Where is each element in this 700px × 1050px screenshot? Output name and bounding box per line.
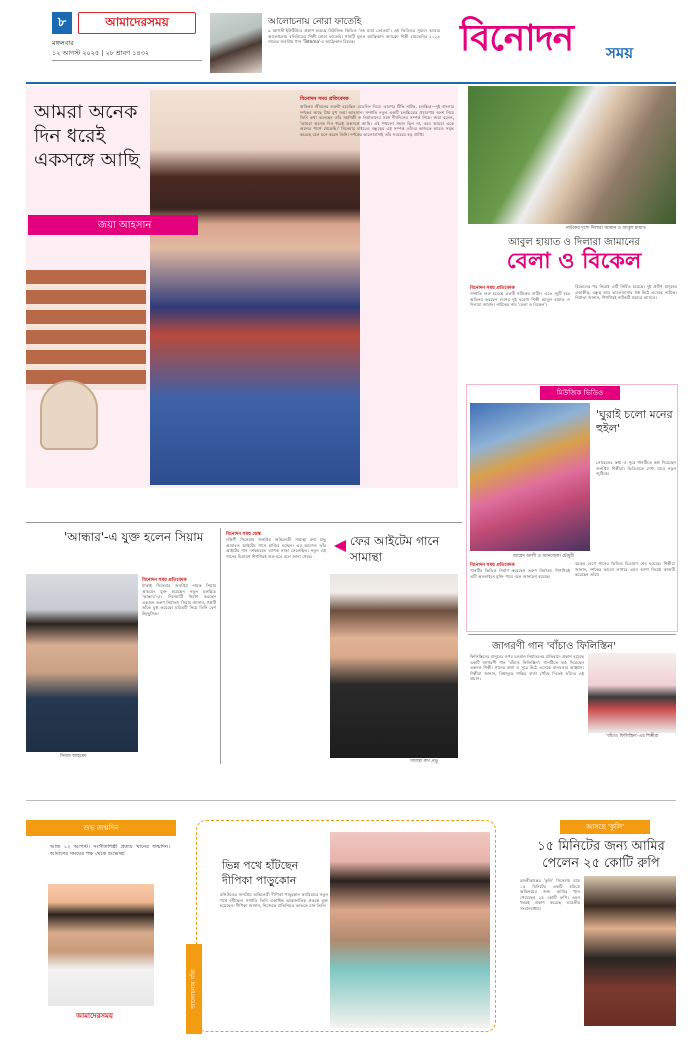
handbag-photo [40, 380, 98, 450]
jagorani-caption: 'বাঁচাও ফিলিস্তিন'-এর শিল্পীরা [606, 734, 659, 739]
deepika-title: ভিন্ন পথে হাঁটছেন দীপিকা পাড়ুকোন [222, 859, 299, 887]
teaser-title: আলোচনায় নোরা ফাতেহি [268, 17, 362, 27]
section-brand: বিনোদন [460, 17, 574, 59]
music-video-photo [470, 403, 590, 551]
aamir-label: আসছে 'কুলি' [560, 820, 650, 834]
aamir-photo [584, 876, 676, 1026]
bela-body-2: বিকেলের পর নিয়েই এটি নির্মিত হয়েছে। দুই প্রবীণ মানুষের একাকীত্ব, বন্ধুত্ব আর ভালোবাসার গল্প উঠে এসেছে নাটকে। নির্মাতা জানান, শিগগিরই নাটকটি প্রচারে আসবে। [575, 284, 677, 301]
samantha-byline: বিনোদন সময় ডেস্ক [226, 532, 261, 537]
bela-body-1: সম্প্রতি শুরু হয়েছে একটি নাটকের শুটিং। এতে জুটি হয়ে অভিনয় করছেন দেশের দুই বরেণ্য শিল্পী আবুল হায়াত ও দিলারা জামান। নাটকের নাম 'বেলা ও বিকেল'। [470, 291, 570, 308]
birthday-photo [48, 884, 154, 1006]
music-video-body-2: গানটির ভিডিও নির্মাণ করেছেন তরুণ নির্মাতা। শিগগিরই এটি অনলাইনে মুক্তি পাবে বলে জানানো হয়েছে। [470, 568, 570, 579]
music-video-body: সোহেলের কথা ও সুরে গানটিতে কণ্ঠ দিয়েছেন জনপ্রিয় শিল্পীরা। ভিডিওতে দেখা যাবে নতুন জুটিকে। [596, 460, 676, 477]
birthday-label: শুভ জন্মদিন [26, 820, 176, 836]
deepika-body: বলিউডের জনপ্রিয় অভিনেত্রী দীপিকা পাড়ুকোন ক্যারিয়ারে নতুন পথে হাঁটছেন। সম্প্রতি তিনি একাধিক আন্তর্জাতিক প্রকল্পে যুক্ত হয়েছেন। দীপিকা জানান, নিজেকে প্রতিনিয়ত ভাঙতে চান তিনি। [220, 892, 328, 909]
lead-byline: বিনোদন সময় প্রতিবেদক [300, 96, 349, 102]
samantha-body: দক্ষিণী সিনেমার জনপ্রিয় অভিনেত্রী সামান্থা রুথ প্রভু আবারও আইটেম গানে হাজির হচ্ছেন। এর আগেও তাঁর আইটেম গান দর্শকমহলে ব্যাপক সাড়া ফেলেছিল। নতুন এই গানের চিত্রায়ণ শিগগিরই শুরু হবে বলে জানা গেছে। [226, 537, 326, 559]
aamir-body: রজনীকান্তের 'কুলি' সিনেমায় মাত্র ১৫ মিনিটের একটি চরিত্রে অভিনয়ের জন্য আমির খান পেয়েছেন ২৫ কোটি রুপি। এমন খবরই প্রকাশ করেছে ভারতীয় সংবাদমাধ্যম। [520, 878, 580, 911]
section-brand-sub: সময় [606, 44, 634, 62]
music-video-title: 'ঘুরাই চলো মনের হুইল' [596, 408, 673, 435]
lead-name: জয়া আহসান [98, 220, 152, 231]
siyam-body: ঢাকাই সিনেমার জনপ্রিয় নায়ক সিয়াম আহমেদ যুক্ত হয়েছেন নতুন চলচ্চিত্র 'আন্ধার'-এ। সিনেমাটি নির্মাণ করছেন একজন তরুণ নির্মাতা। সিয়াম জানান, গল্পটি তাঁকে মুগ্ধ করেছে। চরিত্রটি নিয়ে তিনি বেশ উচ্ছ্বসিত। [142, 583, 216, 616]
jagorani-title: জাগরণী গান 'বাঁচাও ফিলিস্তিন' [492, 641, 616, 652]
lead-headline: আমরা অনেক দিন ধরেই একসঙ্গে আছি [34, 101, 140, 171]
music-video-byline: বিনোদন সময় প্রতিবেদক [470, 563, 515, 568]
newspaper-logo: আমাদেরসময় [78, 12, 196, 34]
music-video-body-3: ঝড়ের বেগে গানের ভিডিও চিত্রায়ণ শেষ হয়েছে। শিল্পীরা জানান, দর্শকের ভালো লাগবে এমন আশা নিয়েই কাজটি করেছেন তাঁরা। [575, 561, 675, 578]
samantha-photo [330, 574, 458, 758]
page-number: ৮ [52, 12, 72, 34]
siyam-byline: বিনোদন সময় প্রতিবেদক [142, 578, 187, 583]
jagorani-photo [588, 653, 676, 733]
siyam-photo [26, 574, 138, 752]
bela-byline: বিনোদন সময় প্রতিবেদক [470, 286, 515, 291]
teaser-photo [210, 13, 262, 73]
siyam-title: 'আন্ধার'-এ যুক্ত হলেন সিয়াম [64, 530, 204, 544]
samantha-caption: সামান্থা রুথ প্রভু [410, 759, 438, 764]
issue-date: ১২ আগস্ট ২০২৫ | ২৮ শ্রাবণ ১৪৩২ [52, 49, 150, 57]
samantha-arrow-icon [334, 540, 346, 552]
birthday-logo: আমাদেরসময় [76, 1012, 114, 1020]
lead-body: অভিনয় জীবনের শুরুটা হয়েছিল মডেলিং দিয়ে। তারপর টিভি নাটক, চলচ্চিত্র—দুই বাংলার দর্শকের কাছে প্রিয় মুখ জয়া আহসান। সম্প্রতি নতুন একটি চলচ্চিত্রের প্রচারণায় অংশ নিয়ে তিনি কথা বলেছেন তাঁর সহশিল্পী ও নির্মাতাদের সঙ্গে দীর্ঘদিনের সম্পর্ক নিয়ে। জয়া বলেন, 'আমরা অনেক দিন ধরেই একসঙ্গে আছি। এই পথচলা সহজ ছিল না, তবে আমরা একে অন্যের পাশে থেকেছি।' সিনেমার বাইরেও বন্ধুত্বের এই সম্পর্ক তাঁদের কাজকে আরও সমৃদ্ধ করেছে বলে মনে করেন তিনি। দর্শকের ভালোবাসাই তাঁর সবচেয়ে বড় প্রাপ্তি। [300, 104, 454, 137]
aamir-title: ১৫ মিনিটের জন্য আমির পেলেন ২৫ কোটি রুপি [537, 839, 665, 871]
deepika-photo [330, 832, 490, 1028]
deepika-side-label: আলোচনায় যাঁরা [186, 944, 202, 1034]
teaser-text: ৯ আগস্ট ইউটিউবে প্রকাশ হয়েছে মিউজিক ভিডিও 'ওহ মামা তেতেমা'। এই ভিডিওর সুবাদে আবার আলোচনায় বলিউডের শিল্পী নোরা ফাতেহি। গানটি মূলত আফ্রিকান অ্যাফ্রো শিল্পী রায়ভেনির ২০২৪ সালের জনপ্রিয় গান 'Tetema'-র আফ্রিকান রিমেক। [268, 28, 440, 45]
bela-title-big: বেলা ও বিকেল [506, 248, 642, 274]
bela-photo [468, 86, 676, 224]
birthday-body: আজ ১২ আগস্ট। সংগীতশিল্পী প্রত্যয় খানের জন্মদিন। আমাদের সময়ের পক্ষ থেকে শুভেচ্ছা [50, 844, 170, 857]
bela-title-small: আবুল হায়াত ও দিলারা জামানের [508, 237, 640, 248]
lead-name-bar [28, 215, 198, 235]
bela-photo-caption: নাটকের দৃশ্যে দিলারা জামান ও আবুল হায়াত [566, 226, 646, 231]
bench-photo [26, 270, 146, 390]
music-video-caption: জাহেদ আলী ও আনজেলা চৌধুরী [513, 554, 575, 559]
weekday: মঙ্গলবার [52, 39, 74, 47]
samantha-title: ফের আইটেম গানে সামান্থা [350, 534, 440, 564]
jagorani-body: ফিলিস্তিনের মানুষের ওপর চলমান নির্যাতনের প্রতিবাদে প্রকাশ হয়েছে একটি জাগরণী গান 'বাঁচাও ফিলিস্তিন'। গানটিতে কণ্ঠ দিয়েছেন একদল শিল্পী। গানের কথা ও সুরে উঠে এসেছে মানবতার আহ্বান। শিল্পীরা জানান, বিশ্বজুড়ে শান্তির বার্তা পৌঁছে দিতেই তাঁদের এই প্রয়াস। [470, 654, 584, 682]
music-video-label: মিউজিক ভিডিও [540, 386, 620, 400]
siyam-caption: সিয়াম আহমেদ [60, 754, 87, 759]
